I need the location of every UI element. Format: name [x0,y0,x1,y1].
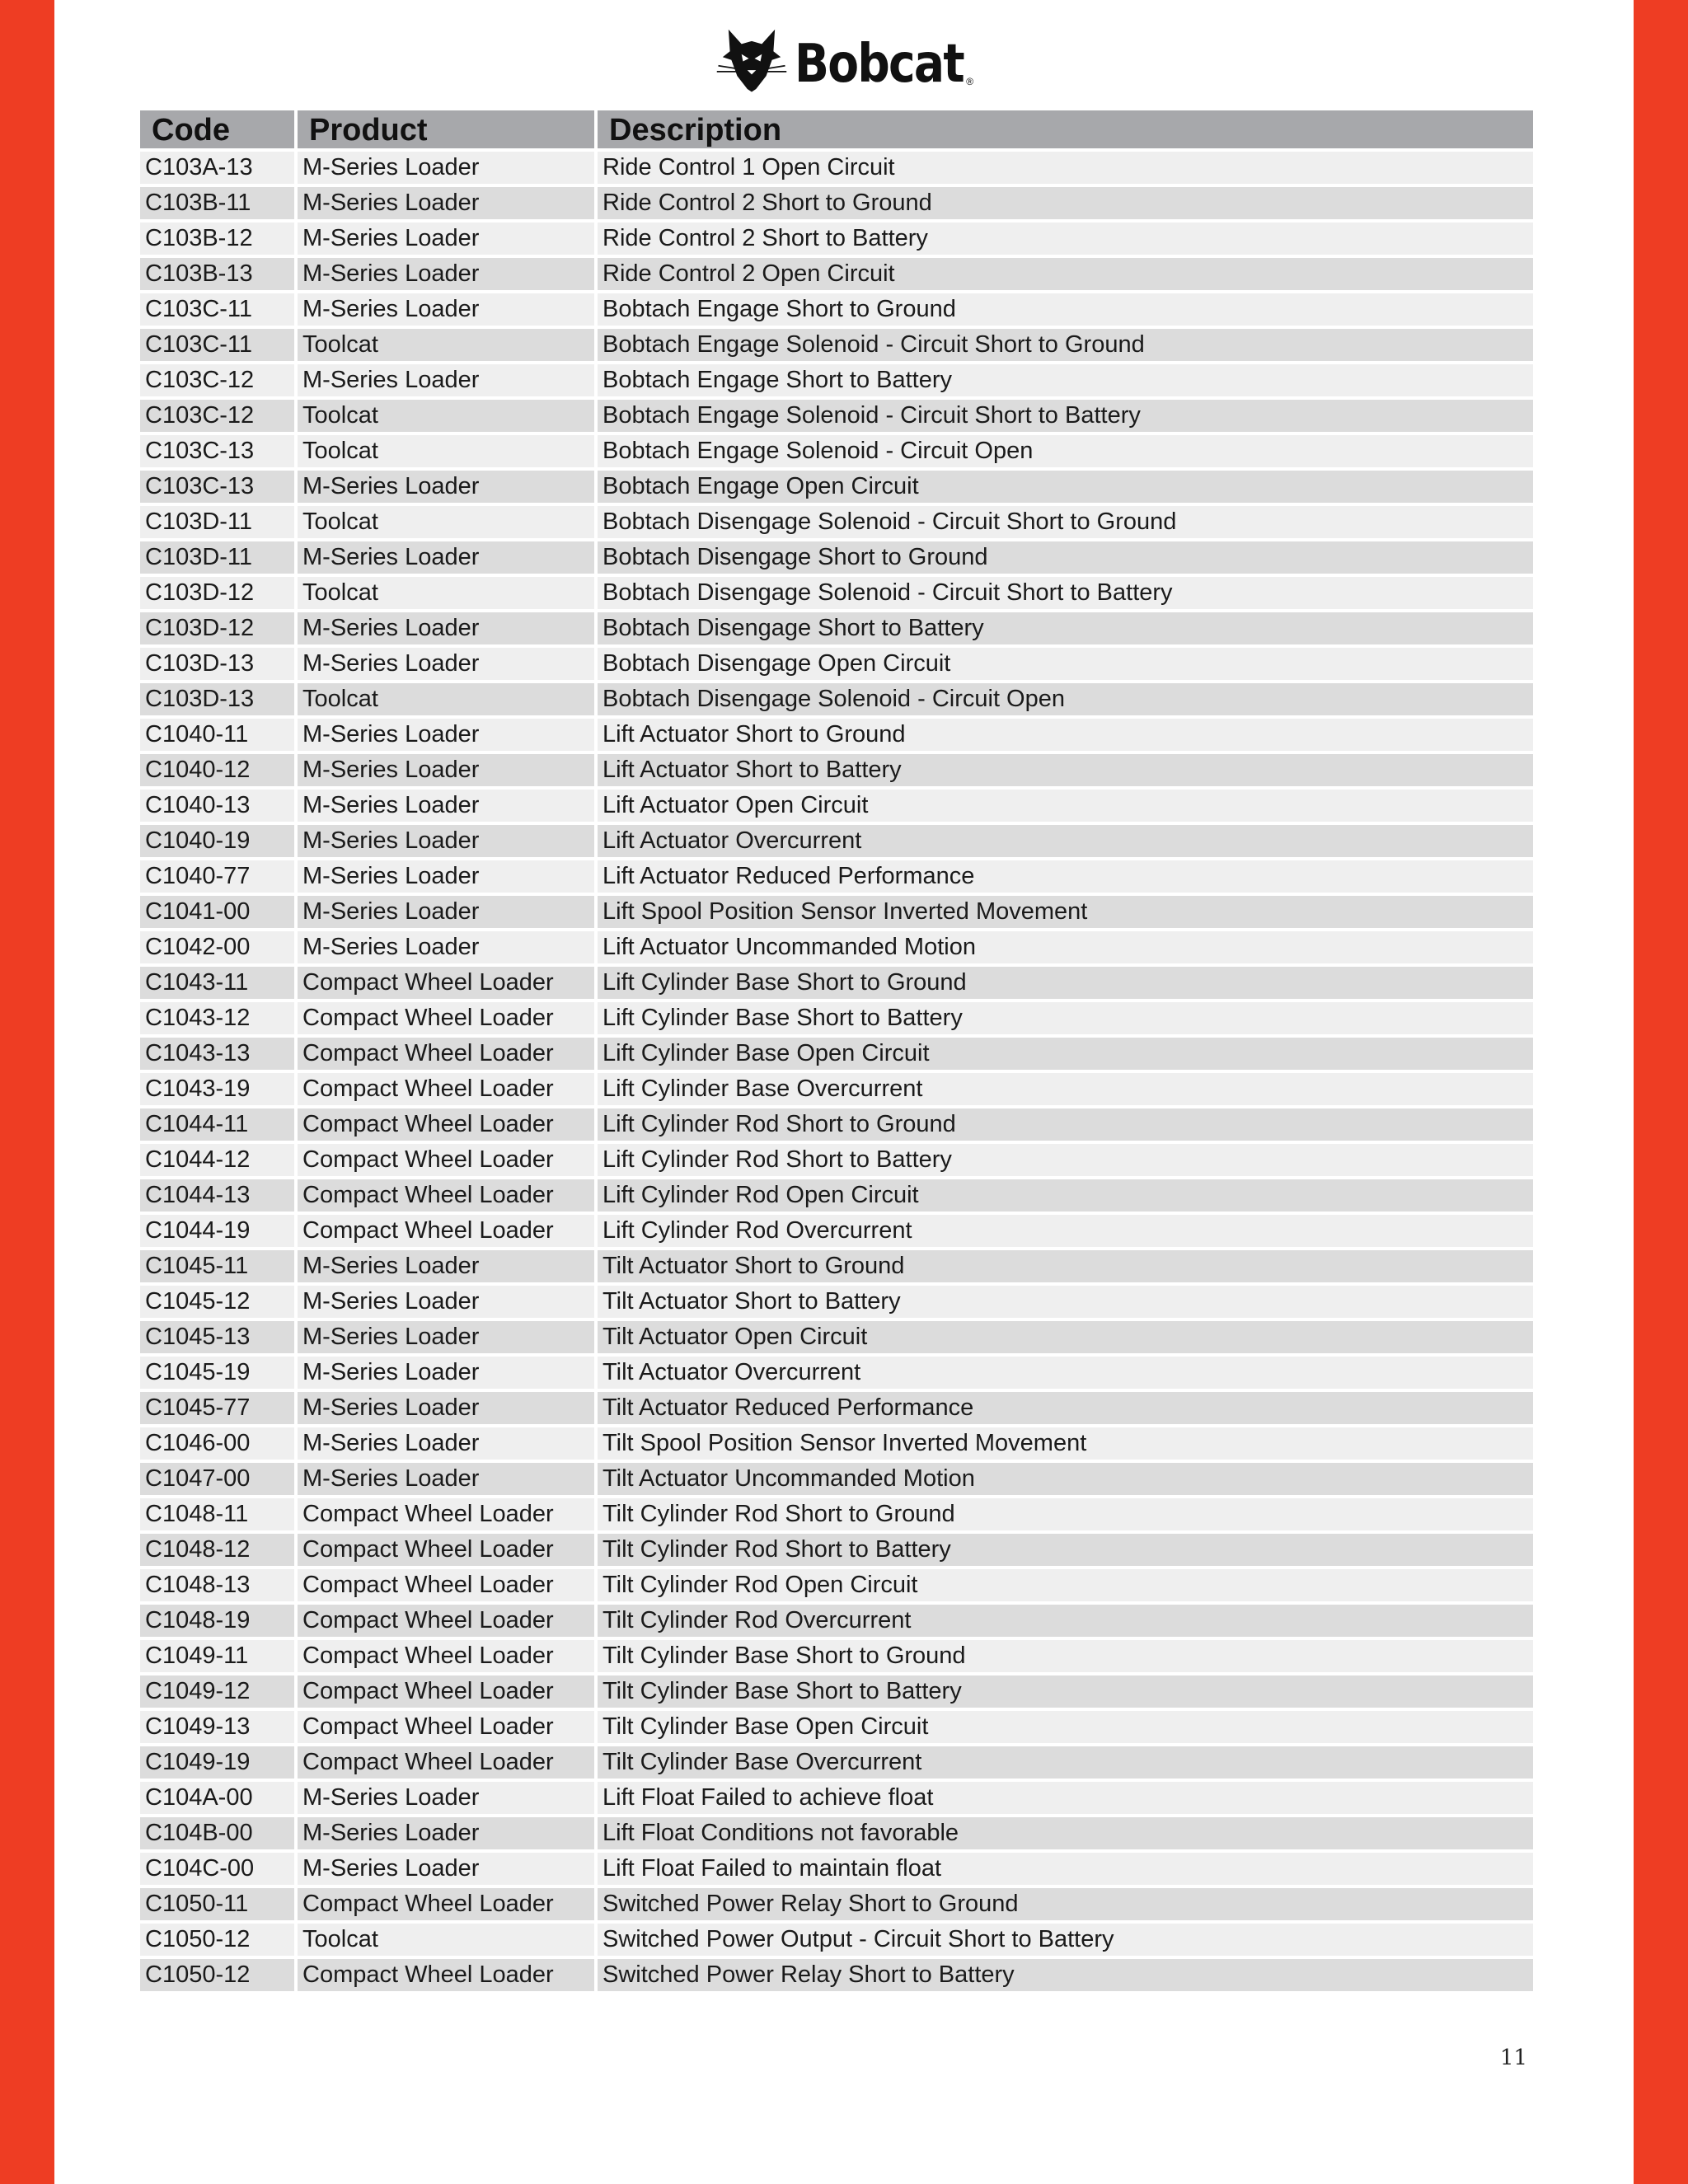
table-row [140,786,1533,822]
table-row [140,184,1533,219]
table-row [140,290,1533,326]
cell-code: C1045-77 [140,1389,298,1424]
cell-code: C1040-11 [140,715,298,751]
cell-code: C103C-11 [140,326,298,361]
cell-code: C1040-77 [140,857,298,893]
cell-product: M-Series Loader [298,786,598,822]
right-accent-bar [1634,0,1688,2184]
cell-product: Toolcat [298,574,598,609]
table-body [140,148,1533,1991]
cell-product: M-Series Loader [298,893,598,928]
bobcat-head-icon [715,22,788,95]
table-row [140,1920,1533,1956]
cell-code: C1050-11 [140,1885,298,1920]
cell-description: Tilt Actuator Short to Battery [598,1282,1533,1318]
cell-description: Lift Cylinder Base Short to Battery [598,999,1533,1034]
cell-code: C1050-12 [140,1920,298,1956]
cell-description: Bobtach Engage Open Circuit [598,467,1533,503]
cell-code: C103C-12 [140,361,298,396]
cell-product: M-Series Loader [298,751,598,786]
cell-product: Compact Wheel Loader [298,1070,598,1105]
table-row [140,326,1533,361]
brand-name: Bobcat [795,34,964,95]
table-row [140,857,1533,893]
cell-code: C1045-19 [140,1353,298,1389]
bobcat-logo [715,21,973,96]
cell-description: Lift Actuator Short to Battery [598,751,1533,786]
cell-description: Tilt Actuator Overcurrent [598,1353,1533,1389]
table-row [140,1424,1533,1460]
table-row [140,148,1533,184]
cell-code: C1040-12 [140,751,298,786]
cell-product: M-Series Loader [298,1353,598,1389]
cell-code: C104B-00 [140,1814,298,1849]
cell-product: M-Series Loader [298,644,598,680]
cell-product: Compact Wheel Loader [298,963,598,999]
cell-code: C1048-13 [140,1566,298,1601]
cell-code: C1049-13 [140,1708,298,1743]
cell-description: Lift Cylinder Rod Overcurrent [598,1212,1533,1247]
cell-product: Toolcat [298,503,598,538]
table-row [140,1389,1533,1424]
table-row [140,609,1533,644]
cell-product: Compact Wheel Loader [298,1105,598,1141]
cell-product: Toolcat [298,1920,598,1956]
cell-code: C103D-11 [140,503,298,538]
cell-code: C104A-00 [140,1779,298,1814]
cell-description: Bobtach Disengage Short to Battery [598,609,1533,644]
cell-code: C1045-13 [140,1318,298,1353]
table-row [140,1566,1533,1601]
cell-product: M-Series Loader [298,290,598,326]
page-number: 11 [1500,2046,1528,2070]
table-row [140,1247,1533,1282]
cell-product: Compact Wheel Loader [298,1601,598,1637]
table-row [140,1176,1533,1212]
cell-product: Toolcat [298,432,598,467]
cell-description: Tilt Actuator Reduced Performance [598,1389,1533,1424]
cell-description: Lift Cylinder Base Overcurrent [598,1070,1533,1105]
cell-description: Tilt Cylinder Rod Open Circuit [598,1566,1533,1601]
cell-code: C1043-12 [140,999,298,1034]
table-row [140,1353,1533,1389]
cell-code: C103B-13 [140,255,298,290]
table-row [140,1814,1533,1849]
table-row [140,822,1533,857]
cell-code: C1042-00 [140,928,298,963]
cell-description: Ride Control 2 Open Circuit [598,255,1533,290]
cell-description: Lift Cylinder Rod Short to Ground [598,1105,1533,1141]
table-row [140,432,1533,467]
cell-code: C1049-19 [140,1743,298,1779]
cell-product: Compact Wheel Loader [298,1141,598,1176]
cell-code: C103A-13 [140,148,298,184]
cell-code: C1049-11 [140,1637,298,1672]
cell-description: Lift Actuator Reduced Performance [598,857,1533,893]
cell-description: Bobtach Engage Short to Battery [598,361,1533,396]
cell-product: M-Series Loader [298,715,598,751]
header-description: Description [598,110,1533,148]
cell-description: Lift Actuator Open Circuit [598,786,1533,822]
cell-description: Bobtach Engage Solenoid - Circuit Open [598,432,1533,467]
cell-code: C1044-19 [140,1212,298,1247]
cell-code: C1046-00 [140,1424,298,1460]
cell-product: Compact Wheel Loader [298,1566,598,1601]
cell-code: C1043-19 [140,1070,298,1105]
table-row [140,396,1533,432]
table-row [140,963,1533,999]
cell-product: Compact Wheel Loader [298,1495,598,1530]
cell-description: Bobtach Disengage Solenoid - Circuit Short to Ground [598,503,1533,538]
cell-description: Tilt Actuator Uncommanded Motion [598,1460,1533,1495]
cell-code: C103C-13 [140,467,298,503]
cell-description: Tilt Cylinder Base Short to Ground [598,1637,1533,1672]
cell-product: Compact Wheel Loader [298,1743,598,1779]
cell-description: Lift Cylinder Base Short to Ground [598,963,1533,999]
table-row [140,715,1533,751]
left-accent-bar [0,0,54,2184]
cell-product: M-Series Loader [298,361,598,396]
cell-description: Tilt Cylinder Rod Short to Ground [598,1495,1533,1530]
cell-description: Bobtach Engage Solenoid - Circuit Short to Battery [598,396,1533,432]
registered-mark: ® [966,76,974,87]
cell-product: M-Series Loader [298,609,598,644]
table-row [140,467,1533,503]
table-row [140,1141,1533,1176]
cell-description: Switched Power Relay Short to Ground [598,1885,1533,1920]
cell-code: C1048-11 [140,1495,298,1530]
cell-code: C1045-11 [140,1247,298,1282]
table-row [140,1460,1533,1495]
cell-description: Lift Float Failed to maintain float [598,1849,1533,1885]
cell-description: Bobtach Disengage Solenoid - Circuit Short to Battery [598,574,1533,609]
cell-code: C1047-00 [140,1460,298,1495]
cell-product: Toolcat [298,396,598,432]
cell-product: M-Series Loader [298,928,598,963]
table-row [140,1070,1533,1105]
cell-code: C103B-12 [140,219,298,255]
cell-description: Lift Spool Position Sensor Inverted Movement [598,893,1533,928]
cell-product: Compact Wheel Loader [298,1212,598,1247]
cell-description: Lift Actuator Short to Ground [598,715,1533,751]
cell-product: M-Series Loader [298,184,598,219]
cell-product: M-Series Loader [298,148,598,184]
cell-description: Lift Cylinder Base Open Circuit [598,1034,1533,1070]
table-row [140,751,1533,786]
cell-code: C1043-11 [140,963,298,999]
table-row [140,1672,1533,1708]
cell-description: Lift Cylinder Rod Open Circuit [598,1176,1533,1212]
cell-product: M-Series Loader [298,1849,598,1885]
cell-product: Compact Wheel Loader [298,1034,598,1070]
cell-description: Lift Cylinder Rod Short to Battery [598,1141,1533,1176]
cell-code: C104C-00 [140,1849,298,1885]
cell-description: Tilt Actuator Open Circuit [598,1318,1533,1353]
cell-product: M-Series Loader [298,1247,598,1282]
cell-code: C103D-13 [140,680,298,715]
cell-code: C103C-12 [140,396,298,432]
table-row [140,1779,1533,1814]
cell-description: Tilt Spool Position Sensor Inverted Movement [598,1424,1533,1460]
cell-product: Compact Wheel Loader [298,1885,598,1920]
cell-description: Lift Actuator Uncommanded Motion [598,928,1533,963]
cell-product: M-Series Loader [298,1460,598,1495]
cell-product: M-Series Loader [298,1389,598,1424]
table-row [140,1601,1533,1637]
cell-description: Ride Control 1 Open Circuit [598,148,1533,184]
cell-code: C103D-13 [140,644,298,680]
table-row [140,893,1533,928]
fault-code-table [140,110,1533,1991]
cell-product: Compact Wheel Loader [298,1530,598,1566]
cell-product: M-Series Loader [298,822,598,857]
cell-product: Compact Wheel Loader [298,1956,598,1991]
cell-code: C103C-11 [140,290,298,326]
cell-product: Toolcat [298,680,598,715]
table-row [140,999,1533,1034]
cell-description: Bobtach Disengage Short to Ground [598,538,1533,574]
cell-description: Tilt Cylinder Rod Overcurrent [598,1601,1533,1637]
cell-description: Tilt Cylinder Base Short to Battery [598,1672,1533,1708]
cell-product: Toolcat [298,326,598,361]
cell-product: M-Series Loader [298,219,598,255]
cell-description: Ride Control 2 Short to Battery [598,219,1533,255]
cell-code: C103D-12 [140,574,298,609]
cell-product: M-Series Loader [298,1318,598,1353]
cell-code: C103C-13 [140,432,298,467]
cell-product: M-Series Loader [298,857,598,893]
table-header-row [140,110,1533,148]
cell-code: C1049-12 [140,1672,298,1708]
cell-description: Bobtach Engage Short to Ground [598,290,1533,326]
cell-code: C1040-13 [140,786,298,822]
table-row [140,574,1533,609]
table-row [140,1708,1533,1743]
cell-description: Lift Float Failed to achieve float [598,1779,1533,1814]
cell-product: Compact Wheel Loader [298,999,598,1034]
cell-code: C1044-13 [140,1176,298,1212]
cell-code: C1044-12 [140,1141,298,1176]
cell-product: M-Series Loader [298,1282,598,1318]
cell-description: Switched Power Output - Circuit Short to Battery [598,1920,1533,1956]
header-product: Product [298,110,598,148]
cell-code: C103B-11 [140,184,298,219]
cell-product: Compact Wheel Loader [298,1672,598,1708]
table-row [140,1637,1533,1672]
table-row [140,928,1533,963]
table-row [140,1743,1533,1779]
table-row [140,1530,1533,1566]
table-row [140,1849,1533,1885]
cell-description: Bobtach Disengage Solenoid - Circuit Open [598,680,1533,715]
table-row [140,1318,1533,1353]
table-row [140,361,1533,396]
cell-description: Lift Float Conditions not favorable [598,1814,1533,1849]
cell-product: M-Series Loader [298,1424,598,1460]
table-row [140,1282,1533,1318]
cell-description: Tilt Cylinder Rod Short to Battery [598,1530,1533,1566]
cell-code: C1048-12 [140,1530,298,1566]
table-row [140,538,1533,574]
cell-code: C103D-12 [140,609,298,644]
table-row [140,1034,1533,1070]
cell-code: C1041-00 [140,893,298,928]
cell-description: Ride Control 2 Short to Ground [598,184,1533,219]
cell-description: Bobtach Disengage Open Circuit [598,644,1533,680]
cell-product: Compact Wheel Loader [298,1708,598,1743]
cell-description: Switched Power Relay Short to Battery [598,1956,1533,1991]
table-row [140,1956,1533,1991]
cell-code: C1048-19 [140,1601,298,1637]
cell-code: C1044-11 [140,1105,298,1141]
cell-code: C1045-12 [140,1282,298,1318]
cell-product: Compact Wheel Loader [298,1176,598,1212]
cell-product: M-Series Loader [298,1814,598,1849]
cell-product: M-Series Loader [298,1779,598,1814]
cell-code: C103D-11 [140,538,298,574]
cell-code: C1040-19 [140,822,298,857]
table-row [140,680,1533,715]
cell-product: M-Series Loader [298,467,598,503]
cell-code: C1043-13 [140,1034,298,1070]
cell-description: Bobtach Engage Solenoid - Circuit Short to Ground [598,326,1533,361]
cell-product: M-Series Loader [298,255,598,290]
cell-description: Lift Actuator Overcurrent [598,822,1533,857]
cell-description: Tilt Cylinder Base Overcurrent [598,1743,1533,1779]
table-row [140,503,1533,538]
cell-product: M-Series Loader [298,538,598,574]
table-row [140,1495,1533,1530]
cell-description: Tilt Cylinder Base Open Circuit [598,1708,1533,1743]
table-row [140,219,1533,255]
cell-product: Compact Wheel Loader [298,1637,598,1672]
table-row [140,1105,1533,1141]
table-row [140,644,1533,680]
header-code: Code [140,110,298,148]
table-row [140,1212,1533,1247]
cell-code: C1050-12 [140,1956,298,1991]
cell-description: Tilt Actuator Short to Ground [598,1247,1533,1282]
table-row [140,255,1533,290]
table-row [140,1885,1533,1920]
